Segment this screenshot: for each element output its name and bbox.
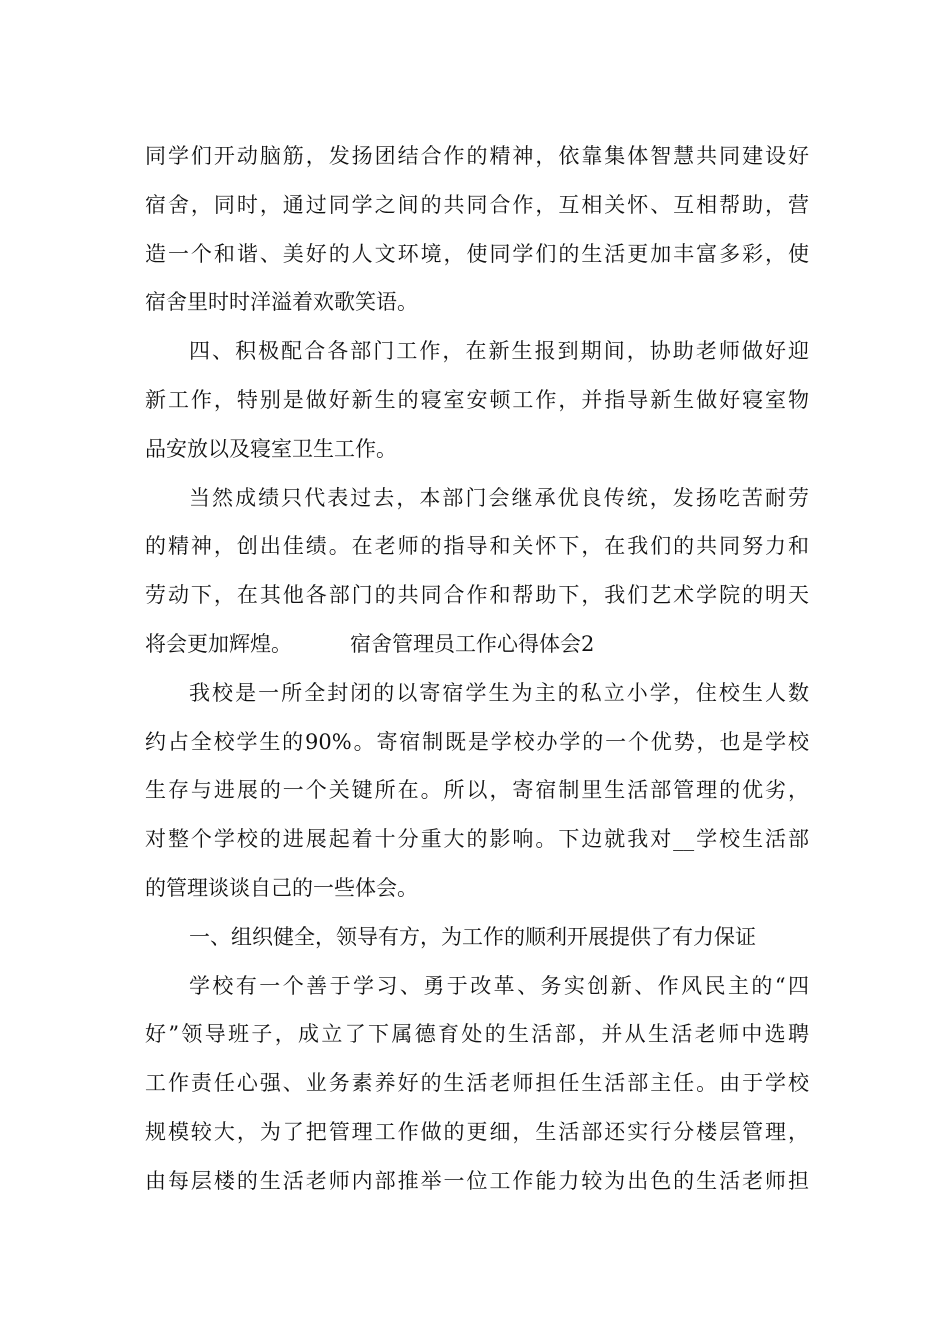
text-line: 四、积极配合各部门工作，在新生报到期间，协助老师做好迎 bbox=[189, 339, 809, 364]
text-line: 约占全校学生的90%。寄宿制既是学校办学的一个优势，也是学校 bbox=[145, 729, 809, 754]
text-line: 好”领导班子，成立了下属德育处的生活部，并从生活老师中选聘 bbox=[145, 1022, 809, 1047]
text-line bbox=[145, 620, 809, 669]
text-line: 的管理谈谈自己的一些体会。 bbox=[145, 875, 418, 900]
text-line: 宿舍，同时，通过同学之间的共同合作，互相关怀、互相帮助，营 bbox=[145, 192, 809, 217]
text-line: 劳动下，在其他各部门的共同合作和帮助下，我们艺术学院的明天 bbox=[145, 583, 809, 608]
text-line: 宿舍里时时洋溢着欢歌笑语。 bbox=[145, 290, 418, 315]
text-line: 工作责任心强、业务素养好的生活老师担任生活部主任。由于学校 bbox=[145, 1071, 809, 1096]
body-text bbox=[145, 132, 809, 1206]
text-line: 我校是一所全封闭的以寄宿学生为主的私立小学，住校生人数 bbox=[189, 680, 809, 705]
text-line: 品安放以及寝室卫生工作。 bbox=[145, 436, 397, 461]
text-line: 造一个和谐、美好的人文环境，使同学们的生活更加丰富多彩，使 bbox=[145, 241, 809, 266]
text-fragment: 将会更加辉煌。 bbox=[145, 631, 292, 656]
text-line: 同学们开动脑筋，发扬团结合作的精神，依靠集体智慧共同建设好 bbox=[145, 144, 809, 168]
text-line: 学校有一个善于学习、勇于改革、务实创新、作风民主的“四 bbox=[189, 973, 809, 998]
text-line: 规模较大，为了把管理工作做的更细，生活部还实行分楼层管理， bbox=[145, 1119, 809, 1144]
text-line: 的精神，创出佳绩。在老师的指导和关怀下，在我们的共同努力和 bbox=[145, 534, 809, 559]
section-title: 宿舍管理员工作心得体会2 bbox=[350, 631, 595, 656]
text-line: 新工作，特别是做好新生的寝室安顿工作，并指导新生做好寝室物 bbox=[145, 387, 809, 412]
text-line: 由每层楼的生活老师内部推举一位工作能力较为出色的生活老师担 bbox=[145, 1168, 809, 1193]
section-heading: 一、组织健全，领导有方，为工作的顺利开展提供了有力保证 bbox=[189, 924, 756, 949]
text-line: 当然成绩只代表过去，本部门会继承优良传统，发扬吃苦耐劳 bbox=[189, 485, 809, 510]
text-line: 对整个学校的进展起着十分重大的影响。下边就我对__学校生活部 bbox=[145, 827, 809, 852]
text-line: 生存与进展的一个关键所在。所以，寄宿制里生活部管理的优劣， bbox=[145, 778, 809, 803]
